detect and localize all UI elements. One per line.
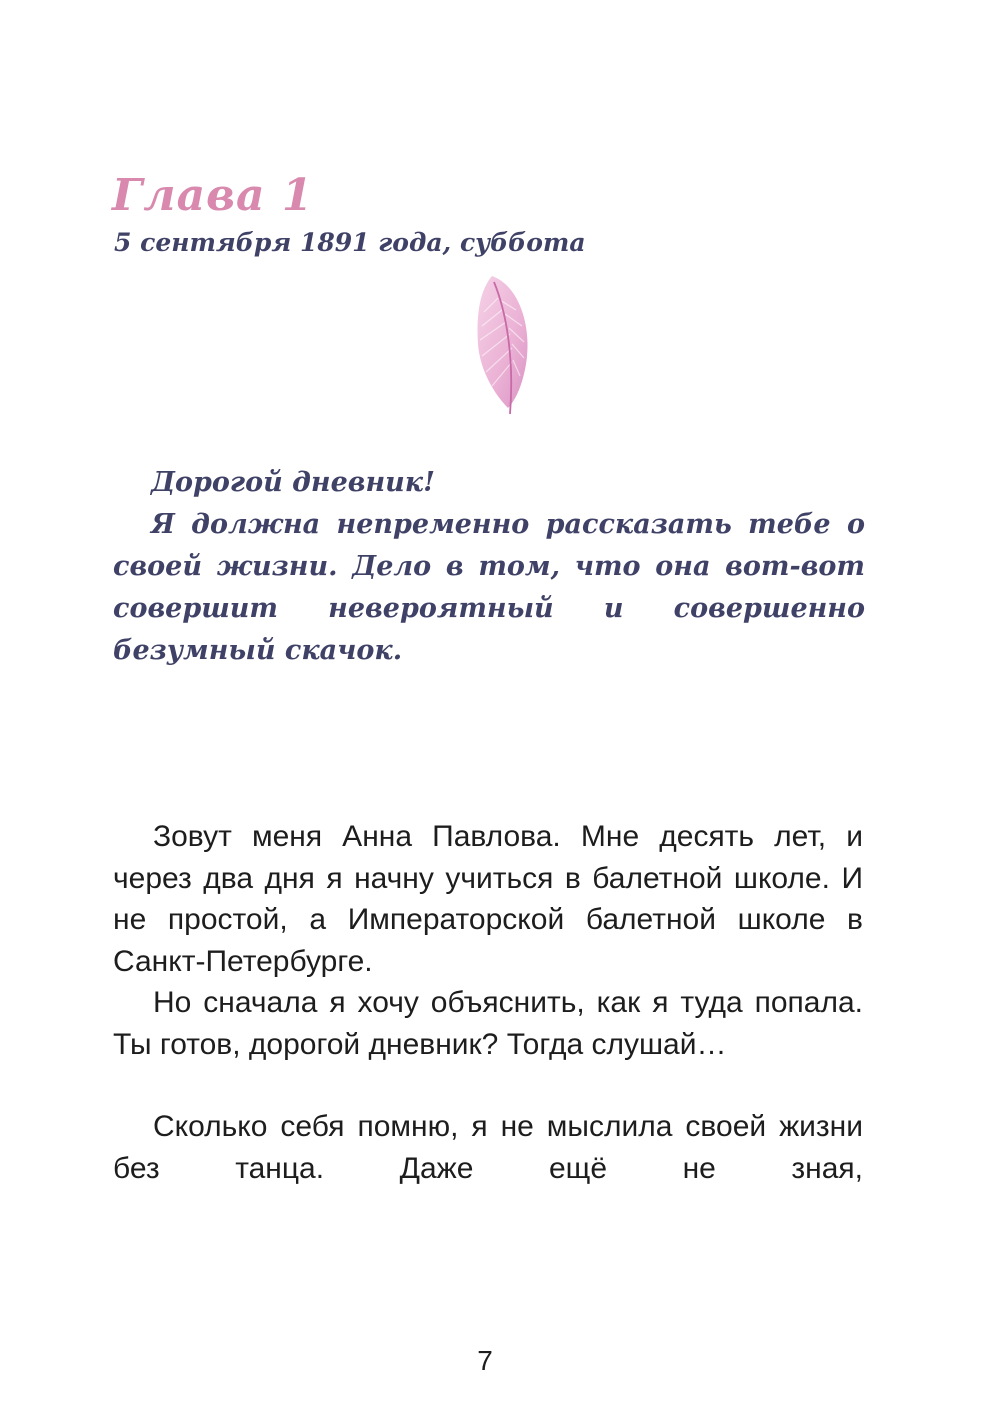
page-number: 7 [477, 1345, 493, 1376]
diary-entry [113, 462, 865, 672]
paragraph-gap [113, 1065, 863, 1106]
body-paragraph: Но сначала я хочу объяснить, как я туда попала. Ты готов, дорогой дневник? Тогда слушай… [113, 986, 863, 1061]
diary-paragraph: Я должна непременно рассказать тебе о своей жизни. Дело в том, что она вот-вот совершит невероятный и совершенно безумный скачок. [113, 509, 865, 666]
chapter-date: 5 сентября 1891 года, суббота [114, 228, 586, 257]
feather-icon [450, 268, 560, 418]
body-text [113, 816, 863, 1189]
body-paragraph: Зовут меня Анна Павлова. Мне десять лет, и через два дня я начну учиться в балетной школе. И не простой, а Императорской балетной школе в Санкт-Петербурге. [113, 820, 863, 978]
body-paragraph: Сколько себя помню, я не мыслила своей жизни без танца. Даже ещё не зная, [113, 1110, 863, 1185]
chapter-title: Глава 1 [112, 170, 314, 221]
diary-greeting: Дорогой дневник! [151, 467, 435, 498]
